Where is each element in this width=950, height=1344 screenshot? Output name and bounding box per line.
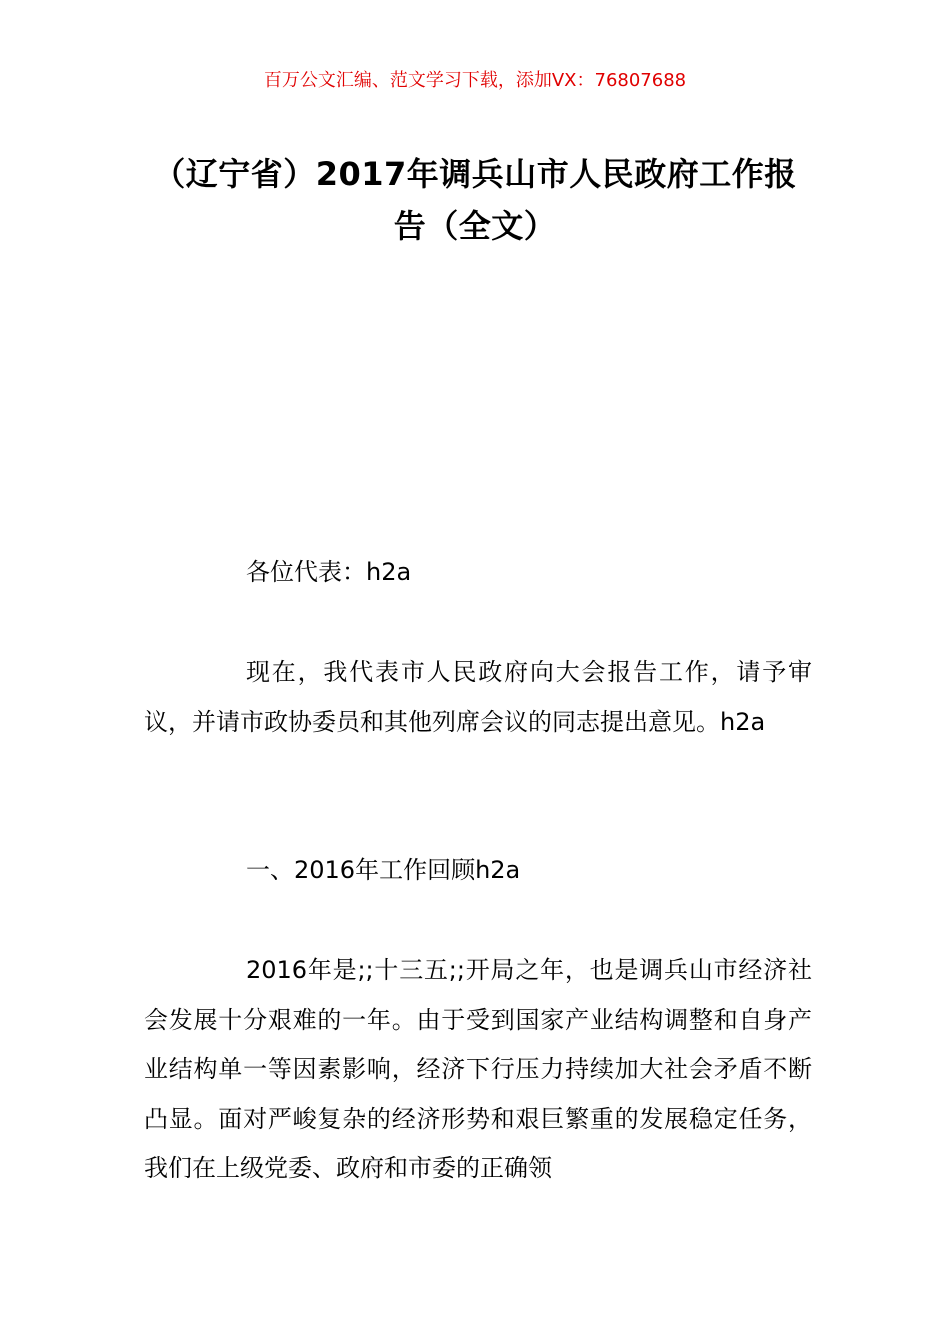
intro-paragraph: 现在，我代表市人民政府向大会报告工作，请予审议，并请市政协委员和其他列席会议的同志提出意见。h2a	[144, 658, 812, 736]
header-download-note: 百万公文汇编、范文学习下载，添加VX：76807688	[263, 70, 687, 91]
salutation-paragraph: 各位代表：h2a	[246, 558, 412, 586]
section-heading: 一、2016年工作回顾h2a	[246, 856, 521, 884]
body-paragraph: 2016年是;;十三五;;开局之年，也是调兵山市经济社会发展十分艰难的一年。由于受到国家产业结构调整和自身产业结构单一等因素影响，经济下行压力持续加大社会矛盾不断凸显。面对严峻复杂的经济形势和艰巨繁重的发展稳定任务，我们在上级党委、政府和市委的正确领	[144, 956, 812, 1182]
document-title: （辽宁省）2017年调兵山市人民政府工作报告（全文）	[153, 155, 797, 245]
